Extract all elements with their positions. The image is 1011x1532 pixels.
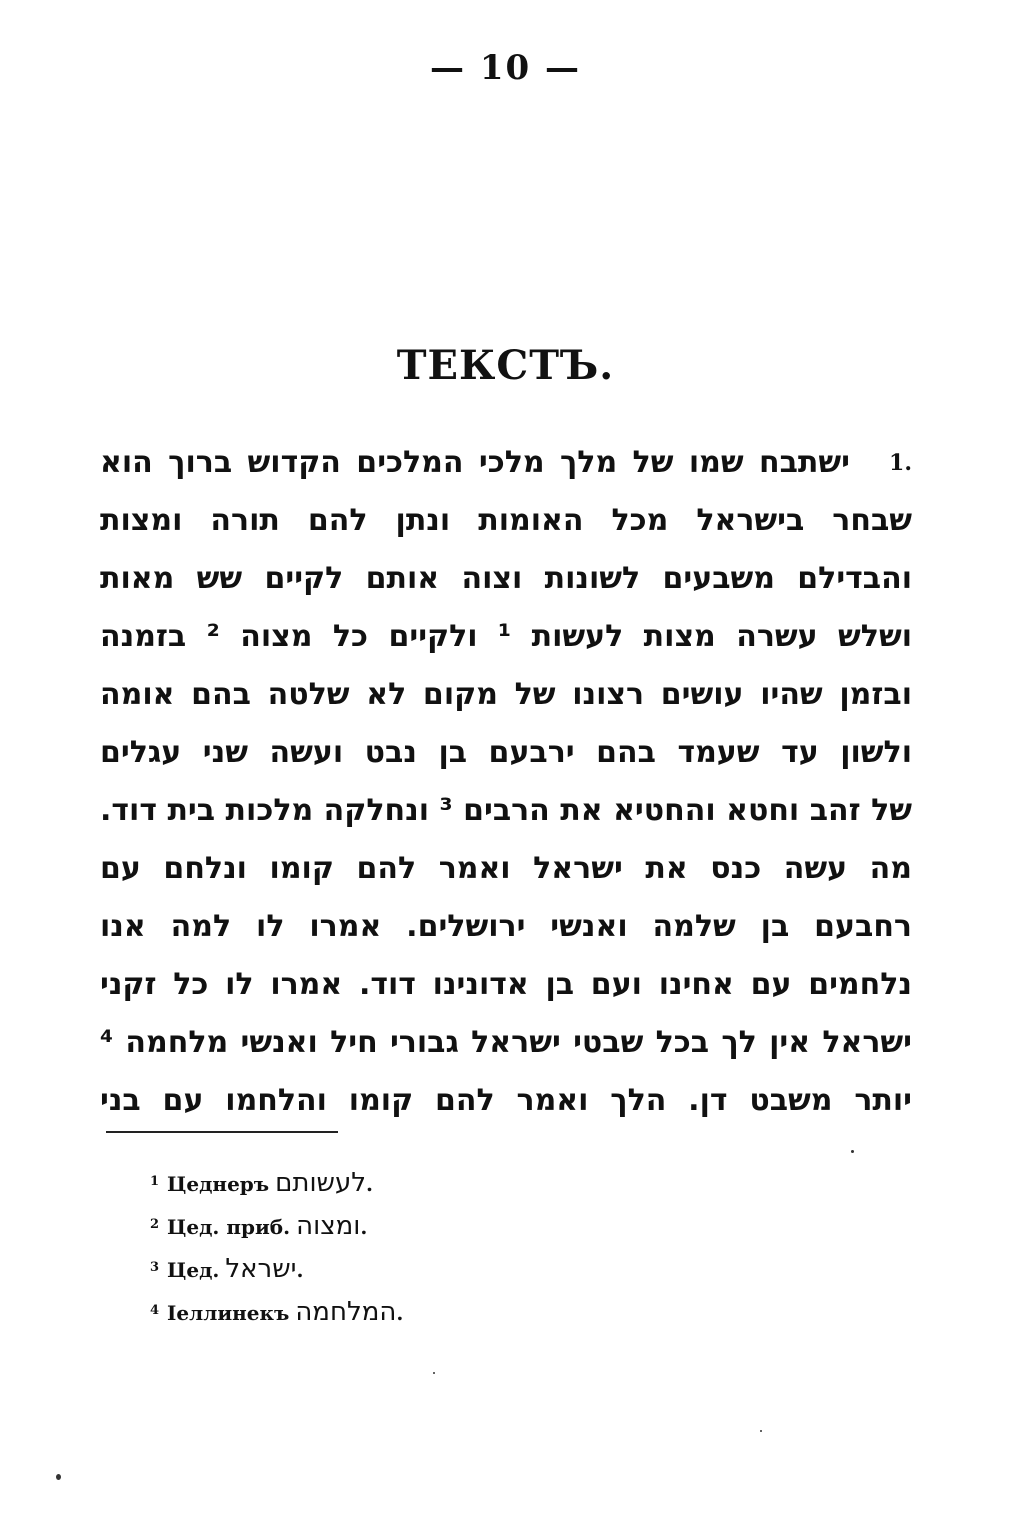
footnote bbox=[150, 1246, 850, 1289]
text-line: והבדילם משבעים לשונות וצוה אותם לקיים שש מאות bbox=[100, 561, 912, 596]
footnote-end: . bbox=[296, 1258, 304, 1282]
text-line: ישתבח שמו של מלך מלכי המלכים הקדוש ברוך הוא bbox=[100, 445, 850, 480]
text-line: רחבעם בן שלמה ואנשי ירושלים. אמרו לו למה אנו bbox=[100, 909, 912, 944]
text-line: ובזמן שהיו עושים רצונו של מקום לא שלטה בהם אומה bbox=[100, 677, 912, 712]
text-line: ישראל אין לך בכל שבטי ישראל גבורי חיל ואנשי מלחמה ⁴ bbox=[100, 1025, 912, 1060]
text-line: ולשון עד שעמד בהם ירבעם בן נבט ועשה שני עגלים bbox=[100, 735, 912, 770]
footnote-mark: 1 bbox=[150, 1174, 160, 1189]
scan-speck bbox=[851, 1150, 854, 1153]
text-line: נלחמים עם אחינו ועם בן אדונינו דוד. אמרו לו כל זקני bbox=[100, 967, 912, 1002]
footnote bbox=[150, 1203, 850, 1246]
footnote-source: Цед. bbox=[167, 1258, 220, 1282]
scan-speck bbox=[433, 1372, 435, 1374]
footnote-end: . bbox=[396, 1301, 404, 1325]
footnote-end: . bbox=[360, 1215, 368, 1239]
footnote-end: . bbox=[366, 1172, 373, 1196]
footnote bbox=[150, 1160, 850, 1203]
footnote bbox=[150, 1289, 850, 1332]
footnote-divider bbox=[106, 1131, 338, 1133]
footnote-source: Іеллинекъ bbox=[167, 1301, 290, 1325]
section-title: ТЕКСТЪ. bbox=[396, 342, 615, 389]
footnote-hebrew: לעשותם bbox=[275, 1168, 367, 1198]
footnote-mark: 3 bbox=[150, 1260, 160, 1275]
scan-speck bbox=[760, 1430, 762, 1432]
text-line: מה עשה כנס את ישראל ואמר להם קומו ונלחם עם bbox=[100, 851, 912, 886]
text-line: שבחר בישראל מכל האומות ונתן להם תורה ומצות bbox=[100, 503, 912, 538]
text-line: יותר משבט דן. הלך ואמר להם קומו והלחמו עם בני bbox=[100, 1083, 912, 1118]
footnote-hebrew: ישראל bbox=[225, 1254, 297, 1284]
hebrew-text-block bbox=[100, 434, 912, 1130]
footnote-source: Цед. приб. bbox=[167, 1215, 291, 1239]
footnotes bbox=[150, 1160, 850, 1332]
footnote-mark: 4 bbox=[150, 1303, 160, 1318]
footnote-mark: 2 bbox=[150, 1217, 160, 1232]
page-number: — 10 — bbox=[430, 48, 581, 88]
text-line: ושלש עשרה מצות לעשות ¹ ולקיים כל מצוה ² בזמנה bbox=[100, 619, 912, 654]
scan-speck bbox=[56, 1474, 61, 1480]
footnote-hebrew: ומצוה bbox=[296, 1211, 361, 1241]
text-line: של זהב וחטא והחטיא את הרבים ³ ונחלקה מלכות בית דוד. bbox=[100, 793, 912, 828]
footnote-source: Цеднеръ bbox=[167, 1172, 270, 1196]
footnote-hebrew: המלחמה bbox=[295, 1297, 397, 1327]
paragraph-number: 1. bbox=[889, 450, 912, 476]
